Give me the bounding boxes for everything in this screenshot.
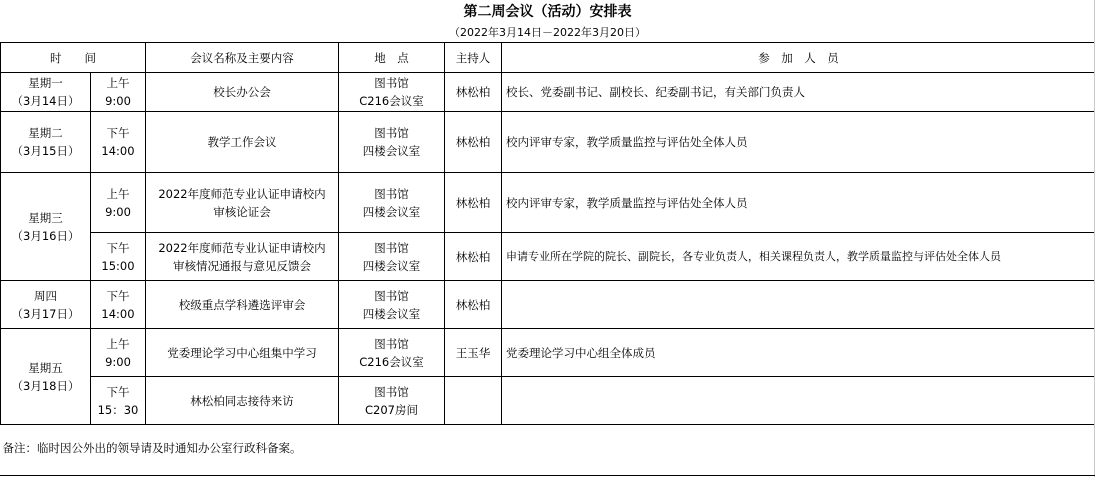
host-cell: 林松柏 [445, 173, 502, 233]
table-row [1, 233, 1095, 281]
table-row [1, 377, 1095, 425]
participants-cell: 校内评审专家，教学质量监控与评估处全体人员 [502, 112, 1095, 173]
participants-cell: 党委理论学习中心组全体成员 [502, 329, 1095, 377]
location-cell: 图书馆 四楼会议室 [339, 233, 445, 281]
table-row [1, 73, 1095, 112]
location-cell: 图书馆 C216会议室 [339, 329, 445, 377]
day-cell: 星期五 （3月18日） [1, 329, 91, 425]
bottom-divider [0, 475, 1095, 476]
location-cell: 图书馆 四楼会议室 [339, 281, 445, 329]
day-cell: 星期三 （3月16日） [1, 173, 91, 281]
header-meeting: 会议名称及主要内容 [146, 43, 339, 73]
header-participants: 参 加 人 员 [502, 43, 1095, 73]
header-location: 地 点 [339, 43, 445, 73]
table-row [1, 281, 1095, 329]
participants-cell [502, 281, 1095, 329]
participants-cell [502, 377, 1095, 425]
day-cell: 星期一 （3月14日） [1, 73, 91, 112]
participants-cell: 校内评审专家，教学质量监控与评估处全体人员 [502, 173, 1095, 233]
day-cell: 星期二 （3月15日） [1, 112, 91, 173]
host-cell: 王玉华 [445, 329, 502, 377]
time-cell: 上午 9:00 [91, 173, 146, 233]
location-cell: 图书馆 四楼会议室 [339, 173, 445, 233]
meeting-cell: 校级重点学科遴选评审会 [146, 281, 339, 329]
meeting-cell: 林松柏同志接待来访 [146, 377, 339, 425]
header-host: 主持人 [445, 43, 502, 73]
meeting-cell: 2022年度师范专业认证申请校内 审核论证会 [146, 173, 339, 233]
table-row [1, 173, 1095, 233]
location-cell: 图书馆 C207房间 [339, 377, 445, 425]
sheet-subtitle: （2022年3月14日－2022年3月20日） [449, 26, 646, 39]
host-cell: 林松柏 [445, 233, 502, 281]
time-cell: 上午 9:00 [91, 329, 146, 377]
meeting-cell: 2022年度师范专业认证申请校内 审核情况通报与意见反馈会 [146, 233, 339, 281]
header-row [1, 43, 1095, 73]
note-text: 备注：临时因公外出的领导请及时通知办公室行政科备案。 [1, 425, 1095, 477]
time-cell: 下午 14:00 [91, 281, 146, 329]
time-cell: 下午 14:00 [91, 112, 146, 173]
host-cell: 林松柏 [445, 281, 502, 329]
sheet-title: 第二周会议（活动）安排表 [463, 4, 632, 20]
time-cell: 上午 9:00 [91, 73, 146, 112]
header-time: 时 间 [1, 43, 146, 73]
schedule-table [0, 42, 1095, 477]
participants-cell: 校长、党委副书记、副校长、纪委副书记，有关部门负责人 [502, 73, 1095, 112]
host-cell [445, 377, 502, 425]
meeting-cell: 教学工作会议 [146, 112, 339, 173]
time-cell: 下午 15：30 [91, 377, 146, 425]
meeting-cell: 校长办公会 [146, 73, 339, 112]
time-cell: 下午 15:00 [91, 233, 146, 281]
table-row [1, 112, 1095, 173]
participants-cell: 申请专业所在学院的院长、副院长，各专业负责人，相关课程负责人，教学质量监控与评估处全体人员 [502, 233, 1095, 281]
host-cell: 林松柏 [445, 112, 502, 173]
meeting-cell: 党委理论学习中心组集中学习 [146, 329, 339, 377]
day-cell: 周四 （3月17日） [1, 281, 91, 329]
table-row [1, 329, 1095, 377]
note-row [1, 425, 1095, 477]
host-cell: 林松柏 [445, 73, 502, 112]
location-cell: 图书馆 C216会议室 [339, 73, 445, 112]
location-cell: 图书馆 四楼会议室 [339, 112, 445, 173]
